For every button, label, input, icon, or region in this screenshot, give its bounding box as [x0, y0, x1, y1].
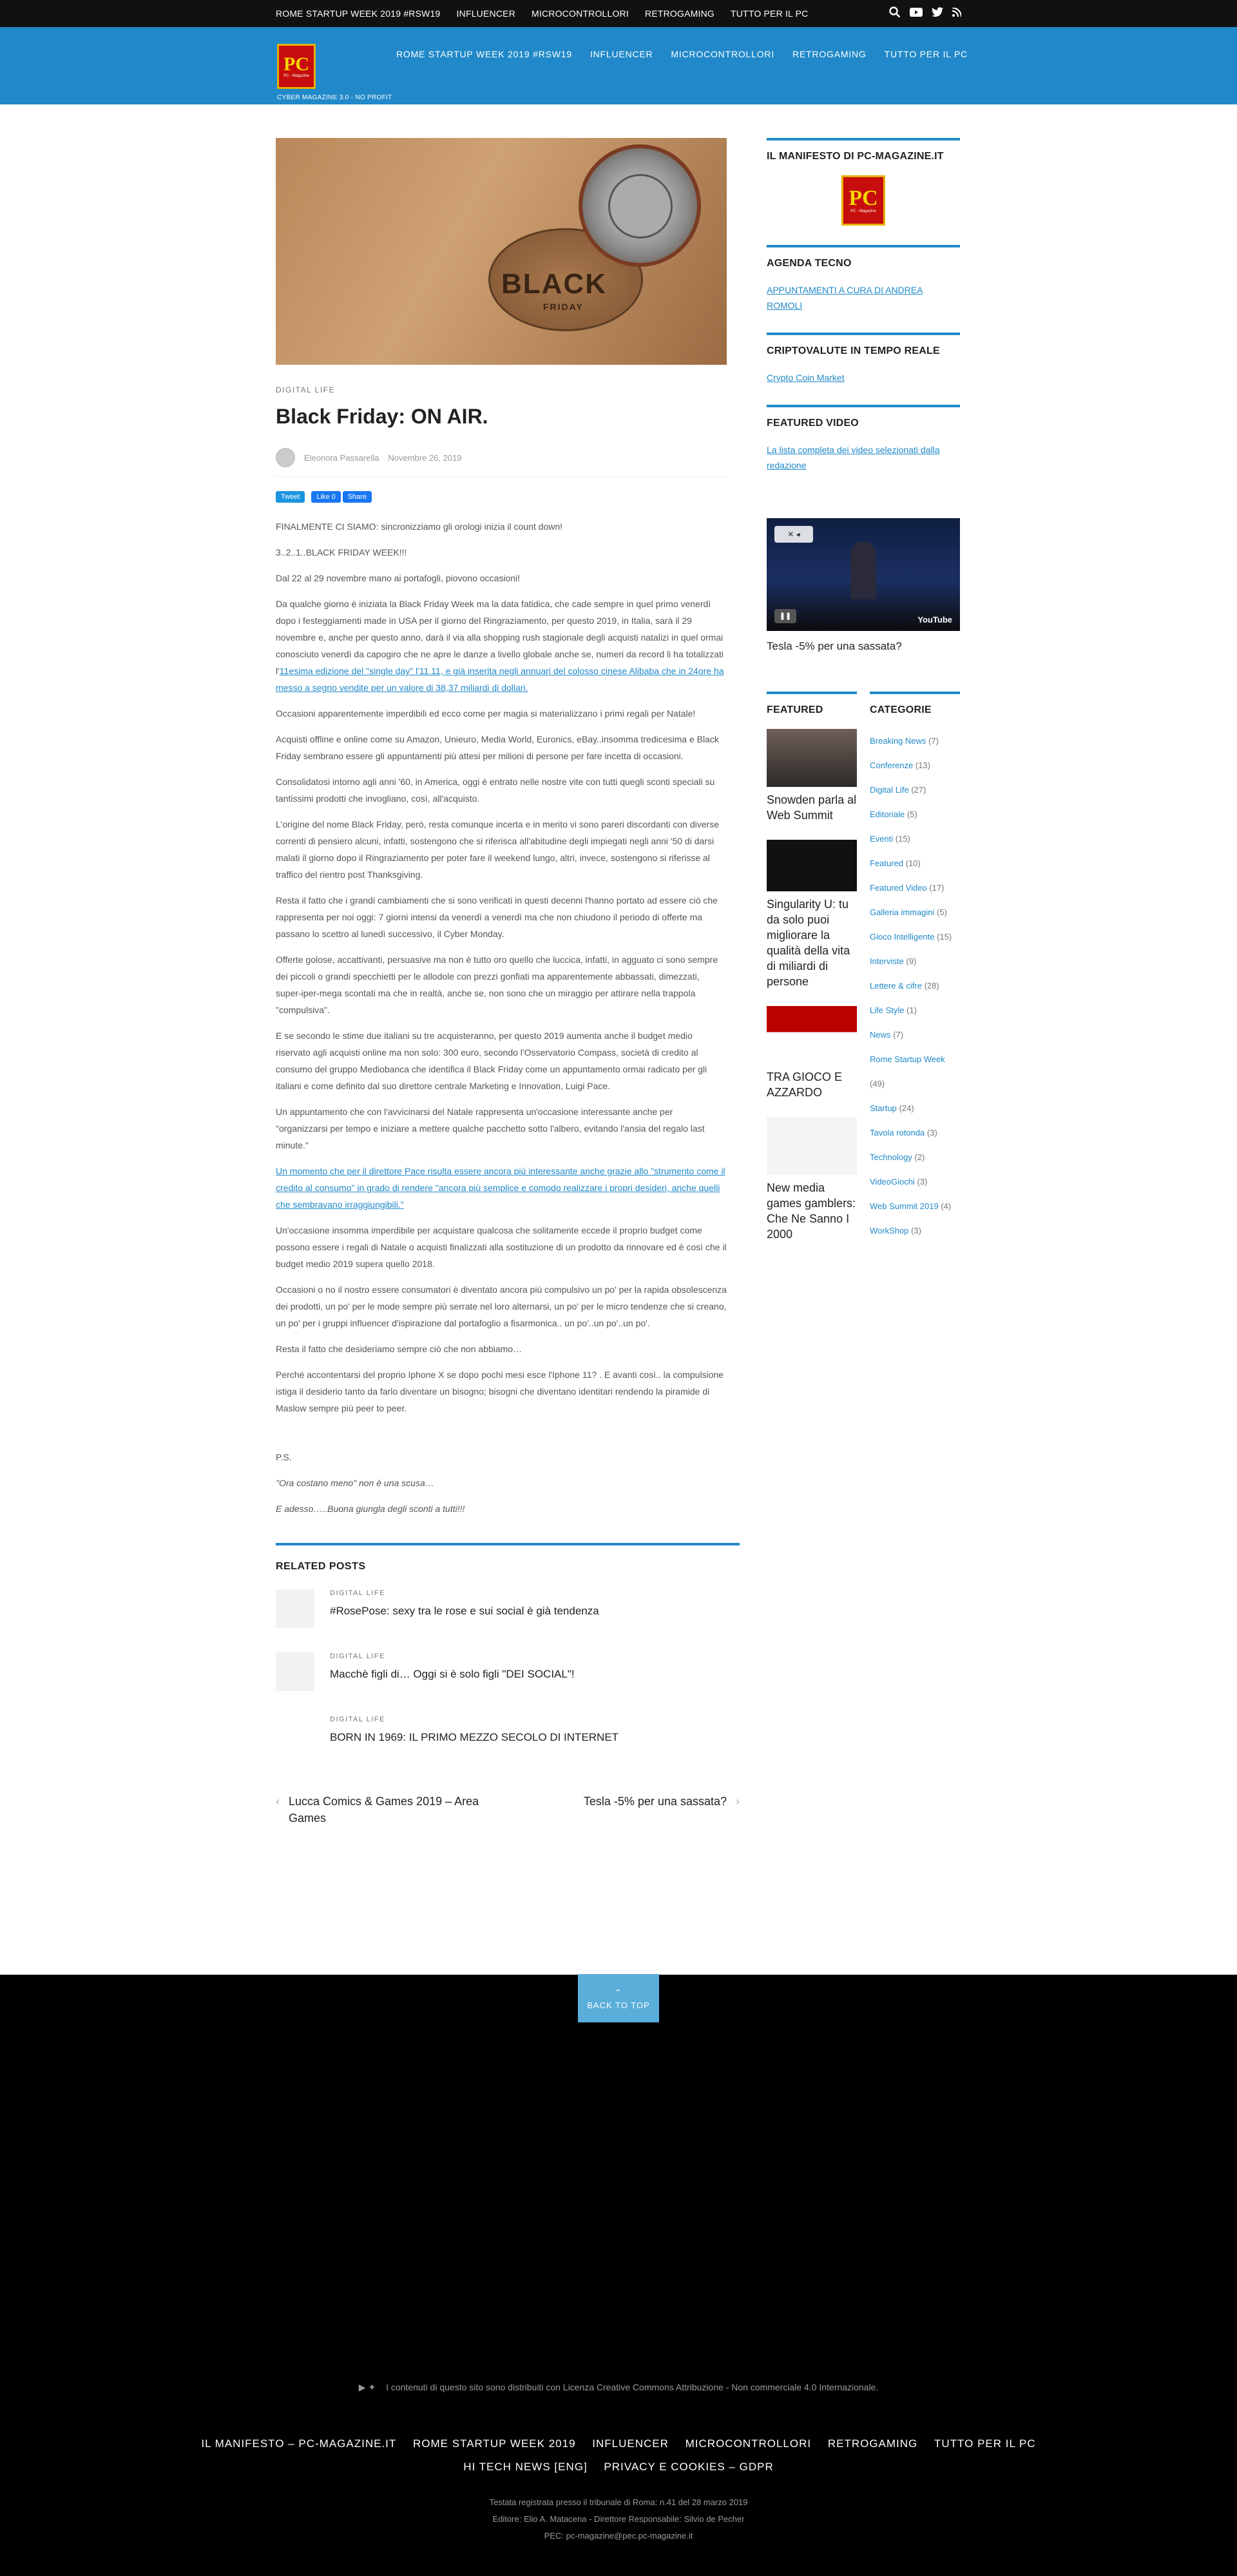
share-buttons: [276, 491, 740, 503]
related-category[interactable]: DIGITAL LIFE: [330, 1589, 385, 1597]
category-link[interactable]: Digital Life: [870, 785, 909, 795]
paragraph: Acquisti offline e online come su Amazon, Unieuro, Media World, Euronics, eBay..insomma tredicesima e Black Friday sembrano essere gli appuntamenti più attesi per milioni di persone per fare incetta di occasioni.: [276, 734, 719, 761]
category-count: (2): [914, 1152, 925, 1162]
category-link[interactable]: Startup: [870, 1103, 897, 1113]
category-link[interactable]: WorkShop: [870, 1226, 909, 1235]
category-count: (4): [941, 1201, 952, 1211]
category-item[interactable]: [870, 827, 960, 851]
category-count: (15): [937, 932, 952, 942]
related-thumbnail[interactable]: [276, 1716, 314, 1754]
category-item[interactable]: [870, 876, 960, 900]
article-meta: [276, 448, 727, 477]
paragraph: E se secondo le stime due italiani su tre acquisteranno, per questo 2019 aumenta anche il budget medio riservato agli acquisti online ma non solo: 300 euro, secondo l'Osservatorio Compass, società di credito al consumo del gruppo Mediobanca che identifica il Black Friday come un appuntamento ormai radicato per gli italiani e come definito dal suo direttore centrale Marketing e Innovation, Luigi Pace.: [276, 1031, 707, 1091]
close-icon[interactable]: ✕ ◂: [774, 526, 813, 543]
category-item[interactable]: [870, 1145, 960, 1170]
facebook-share-button[interactable]: Share: [343, 491, 372, 503]
paragraph: Resta il fatto che desideriamo sempre ciò che non abbiamo…: [276, 1344, 523, 1354]
related-title[interactable]: BORN IN 1969: IL PRIMO MEZZO SECOLO DI INTERNET: [330, 1731, 619, 1743]
top-link-influencer[interactable]: INFLUENCER: [456, 8, 516, 19]
widget-crypto: [767, 333, 960, 385]
article-category[interactable]: DIGITAL LIFE: [276, 385, 336, 394]
stamp-text: BLACK: [501, 268, 607, 300]
category-item[interactable]: [870, 974, 960, 998]
category-link[interactable]: Tavola rotonda: [870, 1128, 925, 1138]
category-item[interactable]: [870, 900, 960, 925]
featured-thumbnail[interactable]: [767, 729, 857, 787]
agenda-link[interactable]: APPUNTAMENTI A CURA DI ANDREA ROMOLI: [767, 285, 923, 311]
video-caption[interactable]: Tesla -5% per una sassata?: [767, 640, 902, 652]
category-link[interactable]: Featured Video: [870, 883, 927, 893]
widget-title: CRIPTOVALUTE IN TEMPO REALE: [767, 345, 940, 356]
paragraph: Dal 22 al 29 novembre mano ai portafogli, piovono occasioni!: [276, 573, 521, 583]
paragraph: Perché accontentarsi del proprio Iphone X se dopo pochi mesi esce l'Iphone 11? . E avanti così.. la compulsione istiga il desiderio tanto da farlo diventare un bisogno; bisogni che diventano identitari rendendo la piramide di Maslow sempre più peer to peer.: [276, 1370, 724, 1413]
featured-title[interactable]: Singularity U: tu da solo puoi migliorare la qualità della vita di miliardi di persone: [767, 898, 850, 988]
category-count: (3): [911, 1226, 921, 1235]
paragraph: Un appuntamento che con l'avvicinarsi del Natale rappresenta un'occasione interessante anche per "organizzarsi per tempo e iniziare a mettere qualche pacchetto sotto l'albero, evitando l'ansia del regalo last minute.": [276, 1107, 705, 1150]
post-navigation: [276, 1793, 740, 1826]
logo-subtext: PC - Magazine: [850, 209, 876, 213]
category-count: (3): [917, 1177, 928, 1186]
article-column: [276, 138, 740, 1826]
category-link[interactable]: News: [870, 1030, 891, 1040]
paragraph: Occasioni o no il nostro essere consumatori è diventato ancora più compulsivo un po' per la rapida obsolescenza dei prodotti, un po' per le mode sempre più serrate nel loro alternarsi, un po' per le micro tendenze che si creano, un po' per i gruppi influencer d'ispirazione dal portafoglio a fisarmonica.. un po'..un po'..un po'.: [276, 1284, 727, 1328]
hero-image: [276, 138, 727, 365]
category-count: (3): [926, 1128, 937, 1138]
category-item[interactable]: [870, 851, 960, 876]
logo-text: PC: [283, 53, 309, 75]
widget-title: AGENDA TECNO: [767, 258, 852, 269]
twitter-icon[interactable]: ✦: [368, 2382, 376, 2392]
chevron-left-icon: ‹: [276, 1795, 280, 1808]
license-text: I contenuti di questo sito sono distribuiti con Licenza Creative Commons Attribuzione - Non commerciale 4.0 Internazionale.: [386, 2382, 879, 2392]
related-thumbnail[interactable]: [276, 1589, 314, 1628]
site-tagline: CYBER MAGAZINE 3.0 - NO PROFIT: [277, 94, 392, 101]
footer-link[interactable]: PRIVACY E COOKIES – GDPR: [604, 2461, 774, 2473]
category-link[interactable]: Lettere & cifre: [870, 981, 922, 991]
featured-thumbnail[interactable]: [767, 1006, 857, 1064]
category-list: [870, 729, 960, 1243]
speaker-figure: [850, 541, 876, 599]
category-count: (24): [899, 1103, 914, 1113]
featured-thumbnail[interactable]: [767, 840, 857, 891]
related-item[interactable]: [276, 1716, 740, 1754]
back-to-top-button[interactable]: [578, 1974, 659, 2022]
top-link-retrogaming[interactable]: RETROGAMING: [645, 8, 714, 19]
category-link[interactable]: Interviste: [870, 956, 904, 966]
top-link-tutto-pc[interactable]: TUTTO PER IL PC: [731, 8, 809, 19]
author-name[interactable]: Eleonora Passarella: [304, 452, 379, 463]
site-logo[interactable]: [277, 44, 316, 89]
ps-label: P.S.: [276, 1452, 292, 1462]
facebook-like-button[interactable]: Like 0: [311, 491, 340, 503]
youtube-logo[interactable]: YouTube: [917, 615, 952, 625]
chevron-up-icon: ⌃: [615, 1988, 622, 1997]
category-link[interactable]: VideoGiochi: [870, 1177, 915, 1186]
category-item[interactable]: [870, 729, 960, 753]
category-count: (28): [924, 981, 939, 991]
category-item[interactable]: [870, 753, 960, 778]
footer-nav: [0, 2432, 1237, 2479]
widget-agenda: [767, 245, 960, 313]
category-count: (17): [929, 883, 945, 893]
paragraph: [276, 596, 727, 696]
widget-featured-video: [767, 405, 960, 653]
footer-link[interactable]: RETROGAMING: [827, 2437, 918, 2450]
rss-icon[interactable]: [952, 8, 961, 20]
paragraph: FINALMENTE CI SIAMO: sincronizziamo gli orologi inizia il count down!: [276, 521, 563, 532]
related-category[interactable]: DIGITAL LIFE: [330, 1716, 385, 1723]
next-post-title[interactable]: Tesla -5% per una sassata?: [583, 1795, 727, 1808]
category-item[interactable]: [870, 1023, 960, 1047]
category-link[interactable]: Featured: [870, 858, 904, 868]
manifesto-logo[interactable]: [841, 175, 885, 226]
related-item[interactable]: [276, 1652, 740, 1691]
prev-post[interactable]: [276, 1793, 495, 1826]
crypto-link[interactable]: Crypto Coin Market: [767, 373, 845, 383]
category-link[interactable]: Life Style: [870, 1005, 905, 1015]
chevron-right-icon: ›: [736, 1795, 740, 1808]
logo-subtext: PC - Magazine: [283, 74, 309, 78]
footer-link[interactable]: HI TECH NEWS [ENG]: [463, 2461, 588, 2473]
category-item[interactable]: [870, 1047, 960, 1096]
category-item[interactable]: [870, 1170, 960, 1194]
article-body: [276, 518, 727, 1517]
paragraph: 3..2..1..BLACK FRIDAY WEEK!!!: [276, 547, 407, 557]
nav-link-retrogaming[interactable]: RETROGAMING: [792, 49, 867, 59]
featured-thumbnail[interactable]: [767, 1117, 857, 1175]
featured-title[interactable]: TRA GIOCO E AZZARDO: [767, 1070, 843, 1099]
widget-manifesto: [767, 138, 960, 226]
category-count: (5): [906, 809, 917, 819]
footer-link[interactable]: INFLUENCER: [592, 2437, 669, 2450]
logo-text: PC: [849, 186, 878, 210]
article-title: Black Friday: ON AIR.: [276, 405, 488, 428]
nav-link-tutto-pc[interactable]: TUTTO PER IL PC: [884, 49, 968, 59]
paragraph: Resta il fatto che i grandi cambiamenti che si sono verificati in questi decenni l'hanno portato ad essere ciò che rappresenta per noi oggi: 7 giorni intensi da venerdì a venerdì ma che non chiudono il periodo di offerte ma passano lo scettro al lunedì successivo, il Cyber Monday.: [276, 895, 718, 939]
related-thumbnail[interactable]: [276, 1652, 314, 1691]
site-header: [0, 27, 1237, 104]
related-title[interactable]: Macchè figli di… Oggi si è solo figli "DEI SOCIAL"!: [330, 1668, 575, 1680]
category-item[interactable]: [870, 1121, 960, 1145]
category-item[interactable]: [870, 949, 960, 974]
nav-link-microcontrollori[interactable]: MICROCONTROLLORI: [671, 49, 775, 59]
search-icon[interactable]: [889, 6, 901, 21]
widget-categories: [870, 692, 960, 1259]
category-link[interactable]: Conferenze: [870, 760, 914, 770]
featured-item[interactable]: [767, 1117, 857, 1242]
related-category[interactable]: DIGITAL LIFE: [330, 1652, 385, 1660]
related-heading: RELATED POSTS: [276, 1561, 366, 1572]
footer-link[interactable]: MICROCONTROLLORI: [685, 2437, 812, 2450]
widget-featured: [767, 692, 857, 1259]
nav-link-influencer[interactable]: INFLUENCER: [590, 49, 653, 59]
category-link[interactable]: Rome Startup Week: [870, 1054, 945, 1064]
next-post[interactable]: [584, 1793, 740, 1826]
top-link-microcontrollori[interactable]: MICROCONTROLLORI: [532, 8, 629, 19]
paragraph: Un'occasione insomma imperdibile per acquistare qualcosa che solitamente eccede il proprio budget come possono essere i regali di Natale o acquisti finalizzati alla sostituzione di un prodotto da rinnovare ed è così che il budget medio 2019 supera quello 2018.: [276, 1225, 727, 1269]
category-link[interactable]: Breaking News: [870, 736, 926, 746]
back-to-top-label: BACK TO TOP: [587, 2000, 650, 2010]
category-count: (10): [905, 858, 921, 868]
paragraph: Consolidatosi intorno agli anni '60, in America, oggi è entrato nelle nostre vite con tutti quegli sconti speciali su tantissimi prodotti che invogliano, così, all'acquisto.: [276, 777, 715, 804]
category-link[interactable]: Eventi: [870, 834, 894, 844]
pause-icon[interactable]: ❚❚: [774, 609, 796, 623]
stamp-subtext: FRIDAY: [543, 302, 584, 312]
footer-legal: [0, 2494, 1237, 2544]
category-item[interactable]: [870, 1194, 960, 1219]
featured-item[interactable]: [767, 729, 857, 823]
category-link[interactable]: Editoriale: [870, 809, 905, 819]
youtube-icon[interactable]: [910, 8, 923, 20]
paragraph: Occasioni apparentemente imperdibili ed ecco come per magia si materializzano i primi regali per Natale!: [276, 708, 696, 719]
category-count: (1): [906, 1005, 917, 1015]
category-count: (13): [915, 760, 930, 770]
top-bar: [0, 0, 1237, 27]
category-count: (5): [937, 907, 947, 917]
twitter-icon[interactable]: [932, 7, 943, 20]
category-item[interactable]: [870, 998, 960, 1023]
category-item[interactable]: [870, 802, 960, 827]
tweet-button[interactable]: Tweet: [276, 491, 305, 503]
paragraph: L'origine del nome Black Friday, però, resta comunque incerta e in merito vi sono pareri discordanti con diverse correnti di pensiero alcuni, infatti, sostengono che si riferisca all'abitudine degli impiegati negli anni '50 di darsi malati il giorno dopo il Ringraziamento per poter fare il weekend lungo, altri, invece, sostengono si riferisse al traffico del rientro post Thanksgiving.: [276, 819, 719, 880]
author-avatar: [276, 448, 295, 467]
main-nav: [396, 49, 968, 59]
paragraph-text: Da qualche giorno è iniziata la Black Friday Week ma la data fatidica, che cade sempre in quel primo venerdì dopo i festeggiamenti made in USA per il giorno del Ringraziamento, per questo 2019, in Italia, sarà il 29 novembre e, anche per questo anno, darà il via alla shopping rush stagionale degli acquisti natalizi in quel ormai conosciuto venerdì da capogiro che ne apre le danze a livello globale anche se, numeri da record li ha totalizzati l': [276, 599, 724, 676]
widget-title: FEATURED: [767, 704, 823, 715]
site-footer: [0, 1975, 1237, 2576]
category-count: (7): [893, 1030, 904, 1040]
related-item[interactable]: [276, 1589, 740, 1628]
category-link[interactable]: Web Summit 2019: [870, 1201, 939, 1211]
footer-link[interactable]: ROME STARTUP WEEK 2019: [413, 2437, 576, 2450]
legal-line: PEC: pc-magazine@pec.pc-magazine.it: [544, 2531, 693, 2541]
top-link-rsw[interactable]: ROME STARTUP WEEK 2019 #RSW19: [276, 8, 441, 19]
category-count: (49): [870, 1079, 885, 1089]
featured-item[interactable]: [767, 840, 857, 989]
category-item[interactable]: [870, 1219, 960, 1243]
related-posts: [276, 1543, 740, 1754]
category-count: (15): [895, 834, 910, 844]
prev-post-title[interactable]: Lucca Comics & Games 2019 – Area Games: [289, 1795, 479, 1825]
related-title[interactable]: #RosePose: sexy tra le rose e sui social è già tendenza: [330, 1605, 599, 1617]
category-count: (9): [906, 956, 917, 966]
category-item[interactable]: [870, 925, 960, 949]
license-notice: [0, 2382, 1237, 2393]
widget-title: CATEGORIE: [870, 704, 932, 715]
nav-link-rsw[interactable]: ROME STARTUP WEEK 2019 #RSW19: [396, 49, 572, 59]
category-item[interactable]: [870, 778, 960, 802]
featured-title[interactable]: New media games gamblers: Che Ne Sanno I 2000: [767, 1181, 856, 1241]
featured-item[interactable]: [767, 1006, 857, 1100]
legal-line: Testata registrata presso il tribunale di Roma: n.41 del 28 marzo 2019: [489, 2497, 748, 2507]
legal-line: Editore: Elio A. Matacena - Direttore Responsabile: Silvio de Pecher: [492, 2514, 745, 2524]
paragraph: [276, 1163, 727, 1213]
rubber-stamp: [579, 144, 701, 267]
credit-link[interactable]: Un momento che per il direttore Pace risulta essere ancora più interessante anche grazie allo "strumento come il credito al consumo" in grado di rendere "ancora più semplice e comodo realizzare i propri desideri, anche quelli che sembravano irraggiungibili.": [276, 1166, 725, 1210]
ps-line: "Ora costano meno" non è una scusa…: [276, 1478, 434, 1488]
category-count: (7): [928, 736, 939, 746]
category-link[interactable]: Gioco Intelligente: [870, 932, 935, 942]
video-list-link[interactable]: La lista completa dei video selezionati dalla redazione: [767, 445, 940, 470]
category-item[interactable]: [870, 1096, 960, 1121]
paragraph: Offerte golose, accattivanti, persuasive ma non è tutto oro quello che luccica, infatti, in agguato ci sono sempre dei piccoli o grandi specchietti per le allodole con prezzi gonfiati ma apparentemente abbassati, dimezzati, super-iper-mega scontati ma che in realtà, anche se, non sono che un miraggio per attirare nella trappola "compulsiva".: [276, 954, 718, 1015]
featured-title[interactable]: Snowden parla al Web Summit: [767, 793, 857, 822]
widget-title: FEATURED VIDEO: [767, 418, 859, 429]
category-link[interactable]: Technology: [870, 1152, 912, 1162]
video-player[interactable]: [767, 518, 960, 631]
ps-line: E adesso…..Buona giungla degli sconti a tutti!!!: [276, 1504, 465, 1514]
footer-link[interactable]: TUTTO PER IL PC: [934, 2437, 1036, 2450]
category-link[interactable]: Galleria immagini: [870, 907, 935, 917]
widget-title: IL MANIFESTO DI PC-MAGAZINE.IT: [767, 151, 944, 162]
youtube-icon[interactable]: ▶: [358, 2382, 366, 2392]
featured-and-categories: [767, 692, 960, 1259]
footer-link[interactable]: IL MANIFESTO – PC-MAGAZINE.IT: [201, 2437, 397, 2450]
category-count: (27): [911, 785, 926, 795]
post-date: Novembre 26, 2019: [388, 452, 462, 463]
sidebar: [767, 138, 960, 1259]
alibaba-link[interactable]: 11esima edizione del "single day" l'11.11, e già inserita negli annuari del colosso cinese Alibaba che in 24ore ha messo a segno vendite per un valore di 38,37 miliardi di dollari.: [276, 666, 724, 693]
